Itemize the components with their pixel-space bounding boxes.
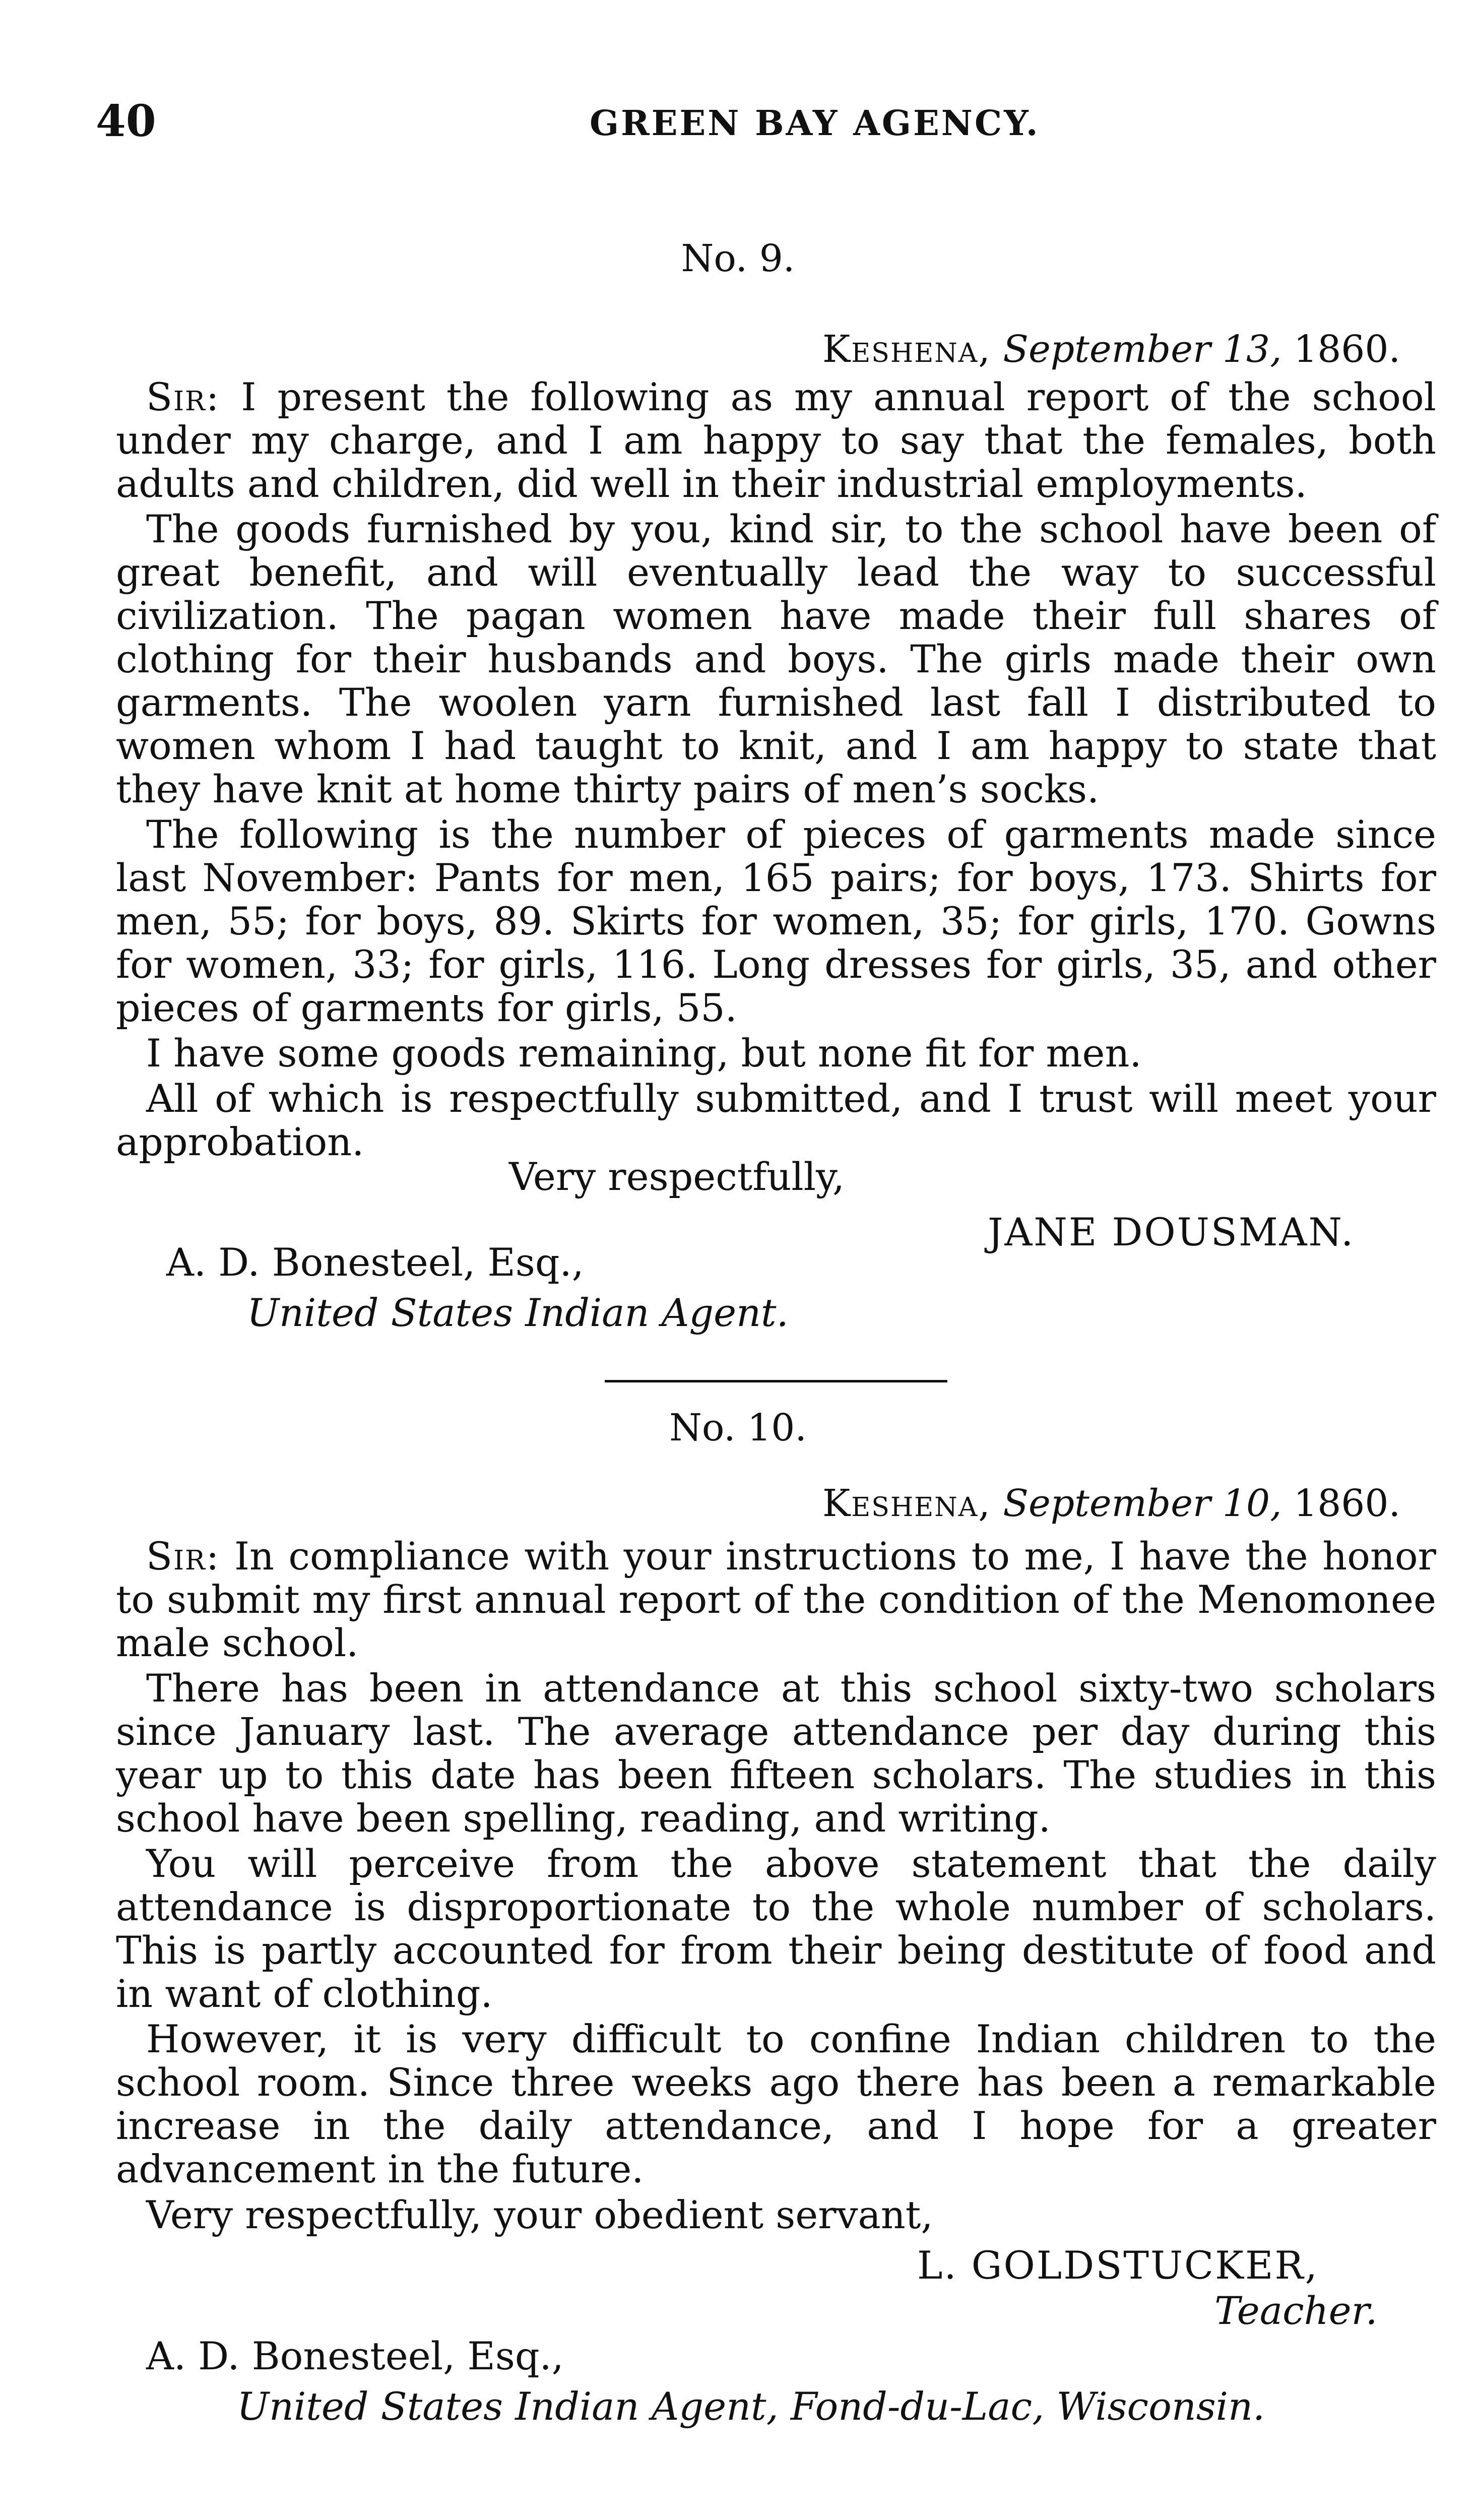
running-title: GREEN BAY AGENCY. [590, 103, 1040, 144]
letter-1-body [116, 375, 1436, 1166]
letter-1-closing: Very respectfully, [509, 1154, 845, 1199]
letter-1-addressee [166, 1240, 584, 1285]
letter-2-date: September 10, [1003, 1482, 1282, 1525]
letter-1-year: 1860. [1294, 328, 1400, 371]
letter-2-closing: Very respectfully, your obedient servant, [146, 2192, 933, 2237]
letter-2-addressee-title: United States Indian Agent, Fond-du-Lac, Wisconsin. [237, 2384, 1265, 2429]
letter-2-number: No. 10. [669, 1406, 807, 1450]
letter-1-addressee-name: A. D. Bonesteel, Esq., [166, 1240, 584, 1285]
letter-1-date: September 13, [1003, 328, 1282, 371]
letter-2-signature-title: Teacher. [1214, 2288, 1378, 2333]
letter-2-paragraph: However, it is very difficult to confine Indian children to the school room. Since three weeks ago there has been a remarkable increase in the daily attendance, and I hope for a greater advancement in the future. [116, 2017, 1436, 2191]
letter-1-addressee-title: United States Indian Agent. [247, 1290, 789, 1335]
letter-2-dateline [822, 1482, 1400, 1525]
letter-1-paragraph: The goods furnished by you, kind sir, to the school have been of great benefit, and will eventually lead the way to successful civilization. The pagan women have made their full shares of clothing for their husbands and boys. The girls made their own garments. The woolen yarn furnished last fall I distributed to women whom I had taught to knit, and I am happy to state that they have knit at home thirty pairs of men’s socks. [116, 507, 1436, 811]
letter-1-paragraph: The following is the number of pieces of garments made since last November: Pants for men, 165 pairs; for boys, 173. Shirts for men, 55; for boys, 89. Skirts for women, 35; for girls, 170. Gowns for women, 33; for girls, 116. Long dresses for girls, 35, and other pieces of garments for girls, 55. [116, 812, 1436, 1030]
letter-1-salutation: Sir: [146, 374, 220, 419]
letter-2-paragraph: You will perceive from the above statement that the daily attendance is disproportionate to the whole number of scholars. This is partly accounted for from their being destitute of food and in want of clothing. [116, 1841, 1436, 2016]
letter-1-number: No. 9. [681, 237, 795, 280]
letter-1-place: Keshena, [822, 328, 991, 371]
letter-2-signature: L. GOLDSTUCKER, [917, 2243, 1319, 2288]
section-divider [605, 1380, 947, 1382]
letter-2-paragraph: There has been in attendance at this school sixty-two scholars since January last. The average attendance per day during this year up to this date has been fifteen scholars. The studies in this school have been spelling, reading, and writing. [116, 1666, 1436, 1841]
letter-2-place: Keshena, [822, 1482, 991, 1525]
letter-2-body [116, 1535, 1436, 2193]
letter-1-paragraph: Sir: I present the following as my annual report of the school under my charge, and I am happy to say that the females, both adults and children, did well in their industrial employments. [116, 374, 1436, 506]
letter-2-salutation: Sir: [146, 1534, 220, 1579]
letter-2-addressee-name: A. D. Bonesteel, Esq., [146, 2334, 564, 2378]
letter-2-year: 1860. [1294, 1482, 1400, 1525]
letter-1-paragraph: I have some goods remaining, but none fit for men. [146, 1031, 1142, 1076]
letter-1-paragraph: All of which is respectfully submitted, and I trust will meet your approbation. [116, 1076, 1436, 1164]
letter-1-dateline [822, 328, 1400, 371]
letter-2-paragraph: Sir: In compliance with your instructions to me, I have the honor to submit my first annual report of the condition of the Menomonee male school. [116, 1534, 1436, 1665]
letter-1-signature: JANE DOUSMAN. [988, 1210, 1355, 1254]
page-number: 40 [96, 96, 156, 147]
